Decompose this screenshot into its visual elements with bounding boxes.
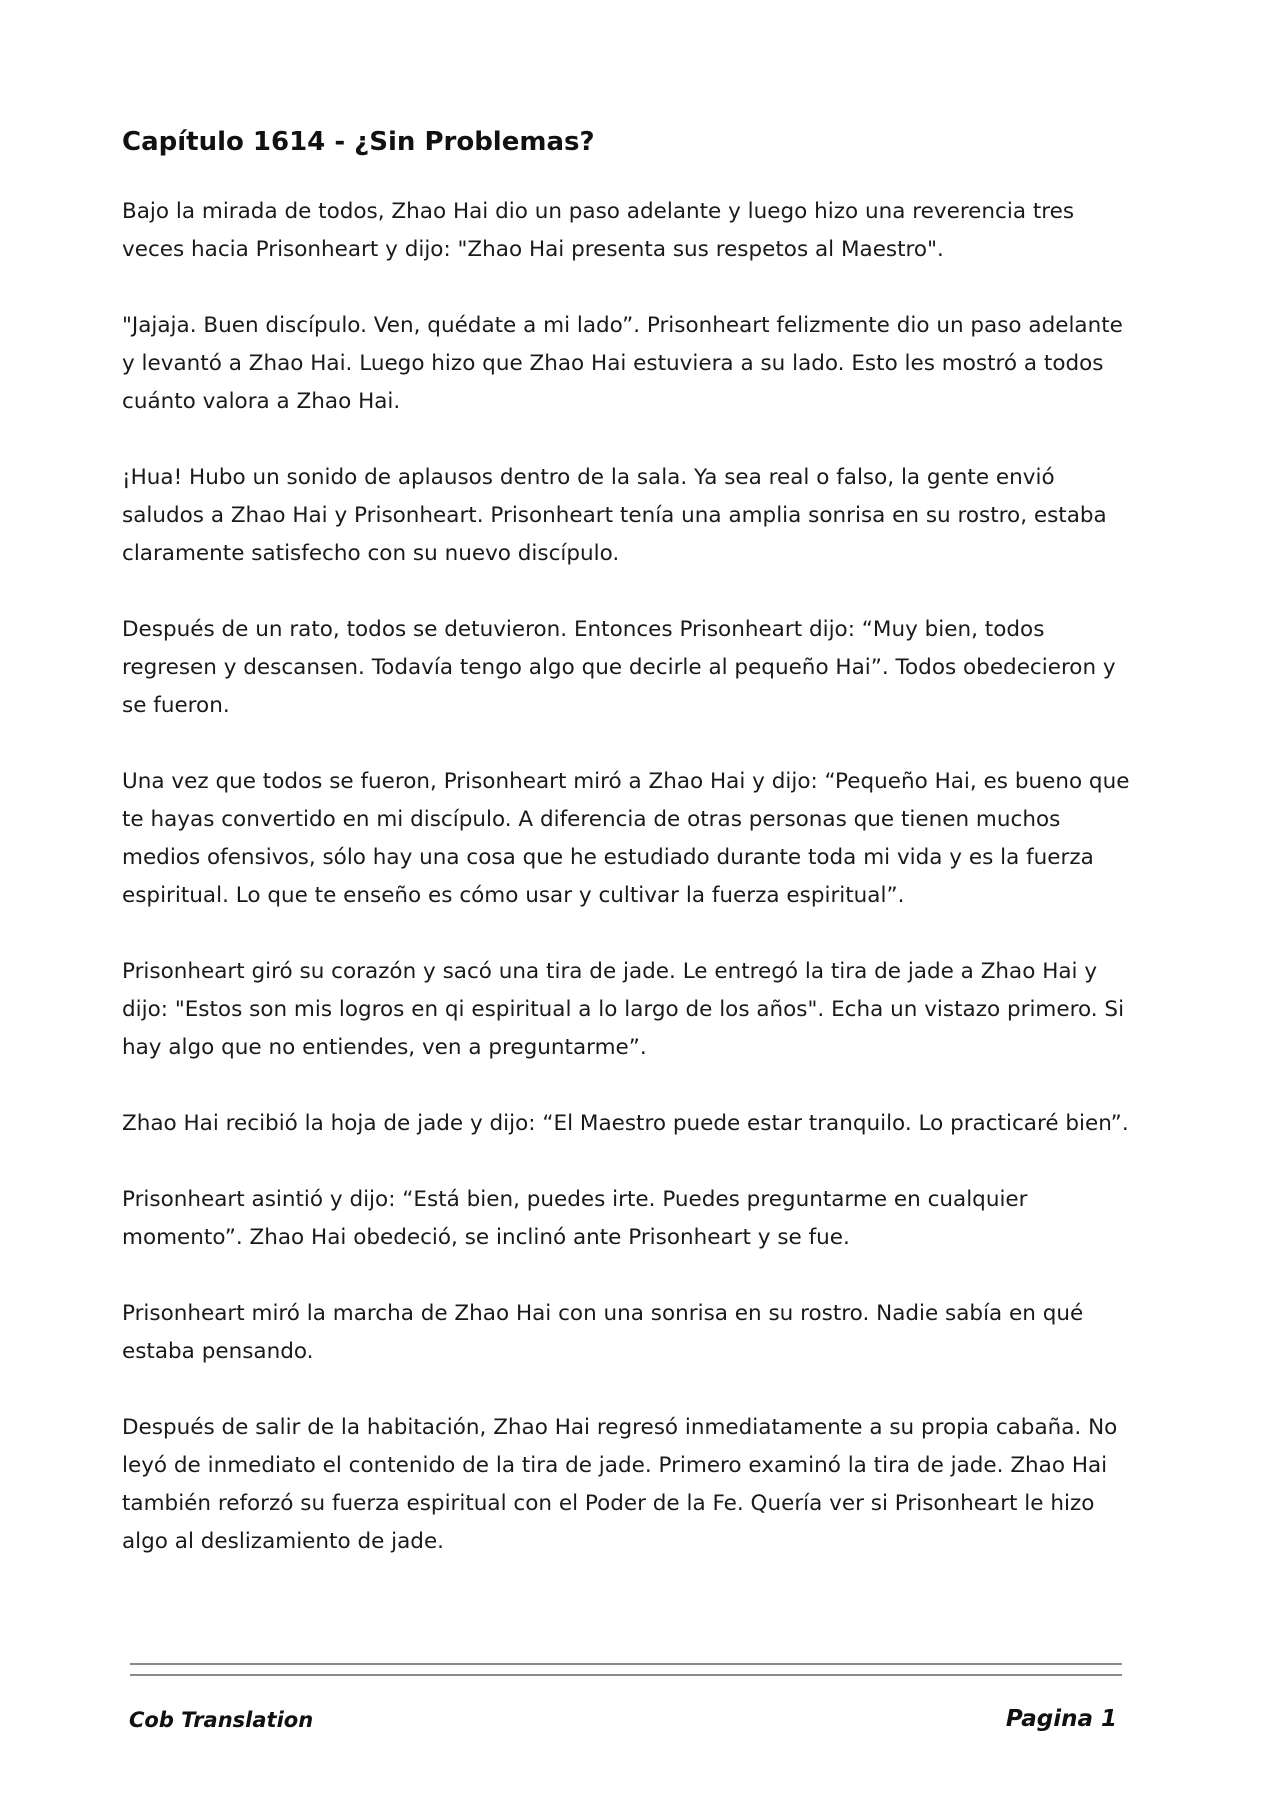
paragraph: Una vez que todos se fueron, Prisonheart miró a Zhao Hai y dijo: “Pequeño Hai, es bueno que te hayas convertido en mi discípulo. A diferencia de otras personas que tienen muchos medios ofensivos, sólo hay una cosa que he estudiado durante toda mi vida y es la fuerza espiritual. Lo que te enseño es cómo usar y cultivar la fuerza espiritual”. (122, 769, 1130, 908)
paragraph: ¡Hua! Hubo un sonido de aplausos dentro de la sala. Ya sea real o falso, la gente envió saludos a Zhao Hai y Prisonheart. Prisonheart tenía una amplia sonrisa en su rostro, estaba claramente satisfecho con su nuevo discípulo. (122, 465, 1107, 566)
chapter-title: Capítulo 1614 - ¿Sin Problemas? (122, 127, 595, 157)
paragraph: Zhao Hai recibió la hoja de jade y dijo: “El Maestro puede estar tranquilo. Lo practicaré bien”. (122, 1111, 1129, 1136)
paragraph: Prisonheart asintió y dijo: “Está bien, puedes irte. Puedes preguntarme en cualquier momento”. Zhao Hai obedeció, se inclinó ante Prisonheart y se fue. (122, 1187, 1028, 1250)
paragraph: Prisonheart giró su corazón y sacó una tira de jade. Le entregó la tira de jade a Zhao Hai y dijo: "Estos son mis logros en qi espiritual a lo largo de los años". Echa un vistazo primero. Si hay algo que no entiendes, ven a preguntarme”. (122, 959, 1125, 1060)
paragraph: Bajo la mirada de todos, Zhao Hai dio un paso adelante y luego hizo una reverencia tres veces hacia Prisonheart y dijo: "Zhao Hai presenta sus respetos al Maestro". (122, 199, 1075, 262)
paragraph: Después de un rato, todos se detuvieron. Entonces Prisonheart dijo: “Muy bien, todos regresen y descansen. Todavía tengo algo que decirle al pequeño Hai”. Todos obedecieron y se fueron. (122, 617, 1116, 718)
footer-divider-top (130, 1663, 1122, 1665)
footer-page-number: Pagina 1 (1005, 1706, 1117, 1732)
footer-divider-bottom (130, 1674, 1122, 1676)
paragraph: "Jajaja. Buen discípulo. Ven, quédate a mi lado”. Prisonheart felizmente dio un paso adelante y levantó a Zhao Hai. Luego hizo que Zhao Hai estuviera a su lado. Esto les mostró a todos cuánto valora a Zhao Hai. (122, 313, 1123, 414)
paragraph: Después de salir de la habitación, Zhao Hai regresó inmediatamente a su propia cabaña. No leyó de inmediato el contenido de la tira de jade. Primero examinó la tira de jade. Zhao Hai también reforzó su fuerza espiritual con el Poder de la Fe. Quería ver si Prisonheart le hizo algo al deslizamiento de jade. (122, 1415, 1118, 1554)
document-body (122, 124, 1132, 1599)
paragraph: Prisonheart miró la marcha de Zhao Hai con una sonrisa en su rostro. Nadie sabía en qué estaba pensando. (122, 1301, 1084, 1364)
footer-translator-credit: Cob Translation (129, 1708, 314, 1732)
